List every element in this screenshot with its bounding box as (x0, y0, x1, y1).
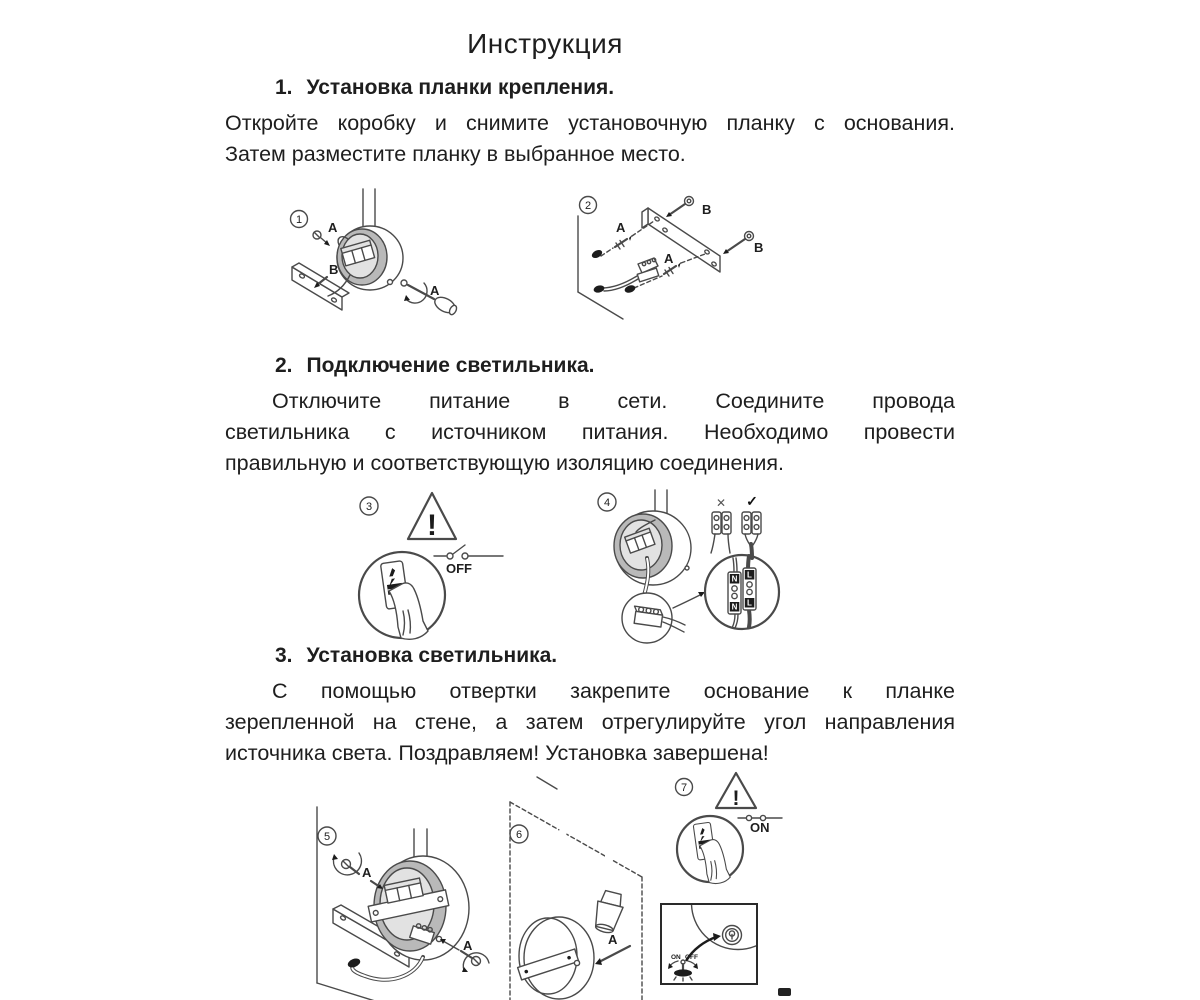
terminal-n-bottom: N (731, 602, 738, 612)
label-a-anchor2: A (664, 251, 674, 266)
paragraph-line: Отключите питание в сети. Соедините провода (272, 389, 955, 413)
section-2-paragraph (225, 386, 955, 479)
section-1-title: Установка планки крепления. (306, 76, 615, 99)
step-number: 5 (323, 831, 331, 843)
label-a-anchor1: A (616, 220, 626, 235)
svg-text:!: ! (732, 787, 740, 810)
section-1-heading (225, 76, 955, 100)
section-2-title: Подключение светильника. (306, 354, 595, 377)
warning-triangle-icon (408, 493, 456, 542)
section-1-number: 1. (275, 76, 293, 99)
power-button-detail-box (658, 901, 764, 996)
paragraph-line: светильника с источником питания. Необходимо провести (225, 420, 955, 444)
label-on: ON (671, 954, 681, 961)
section-1-paragraph (225, 108, 955, 170)
correct-connection-example (742, 493, 761, 558)
label-on: ON (750, 820, 770, 835)
section-3-paragraph (225, 676, 955, 769)
power-off-switch-icon (434, 545, 503, 559)
terminal-l-top: L (747, 570, 752, 580)
label-a-screw1: A (362, 865, 372, 880)
magnifier-detail (705, 555, 779, 629)
label-a-base: A (608, 932, 618, 947)
label-off: OFF (446, 561, 472, 576)
section-3 (225, 644, 955, 769)
section-3-heading (225, 644, 955, 668)
figure-step-4 (583, 480, 783, 648)
step-number: 7 (680, 782, 688, 794)
arrow (673, 594, 702, 608)
section-1 (225, 76, 955, 170)
section-2 (225, 354, 955, 479)
step-number: 4 (603, 497, 611, 509)
power-button-icon (723, 926, 742, 945)
wire (346, 957, 423, 980)
correct-mark: ✓ (746, 493, 758, 509)
label-b-bracket: B (329, 262, 339, 277)
figure-step-6 (491, 772, 653, 1000)
step-number: 6 (515, 829, 523, 841)
screw (332, 853, 361, 875)
label-b-screw2: B (754, 240, 764, 255)
paragraph-line: правильную и соответствующую изоляцию соединения. (225, 451, 784, 475)
scan-artifact (778, 988, 791, 996)
figure-step-1 (278, 183, 473, 323)
hand-press-switch-icon (677, 816, 743, 884)
gooseneck-lamp (515, 811, 626, 999)
section-2-number: 2. (275, 354, 293, 377)
label-off: OFF (685, 954, 698, 961)
paragraph-line: источника света. Поздравляем! Установка завершена! (225, 741, 769, 765)
svg-text:!: ! (427, 509, 437, 542)
cable-connector (622, 593, 685, 643)
step-number: 2 (584, 200, 592, 212)
page-title: Инструкция (467, 27, 623, 59)
figure-step-5 (293, 791, 505, 1000)
lamp-base (337, 189, 403, 290)
paragraph-line: зерепленной на стене, а затем отрегулируйте угол направления (225, 710, 955, 734)
label-b-screw1: B (702, 202, 712, 217)
screw (723, 232, 754, 255)
step-number: 3 (365, 501, 373, 513)
hand-press-switch-icon (359, 552, 445, 639)
section-3-number: 3. (275, 644, 293, 667)
paragraph-line: Откройте коробку и снимите установочную планку с основания. (225, 111, 955, 135)
lamp-head (591, 889, 626, 935)
section-2-heading (225, 354, 955, 378)
terminal-l-bottom: L (747, 598, 752, 608)
section-3-title: Установка светильника. (306, 644, 558, 667)
label-a-screw2: A (463, 938, 473, 953)
lamp-base (614, 490, 691, 585)
figure-step-3 (343, 486, 513, 644)
label-a-screwdriver: A (430, 283, 440, 298)
screw (666, 197, 694, 218)
wrong-mark: ✕ (715, 496, 727, 510)
wrong-connection-example (711, 496, 731, 553)
arrow (599, 946, 630, 962)
figure-step-7 (646, 768, 824, 896)
figure-step-2 (568, 188, 773, 323)
paragraph-line: С помощью отвертки закрепите основание к планке (272, 679, 955, 703)
step-number: 1 (295, 214, 303, 226)
terminal-n-top: N (731, 574, 738, 584)
label-a-screw: A (328, 220, 338, 235)
warning-triangle-icon (716, 773, 756, 810)
paragraph-line: Затем разместите планку в выбранное место. (225, 142, 686, 166)
